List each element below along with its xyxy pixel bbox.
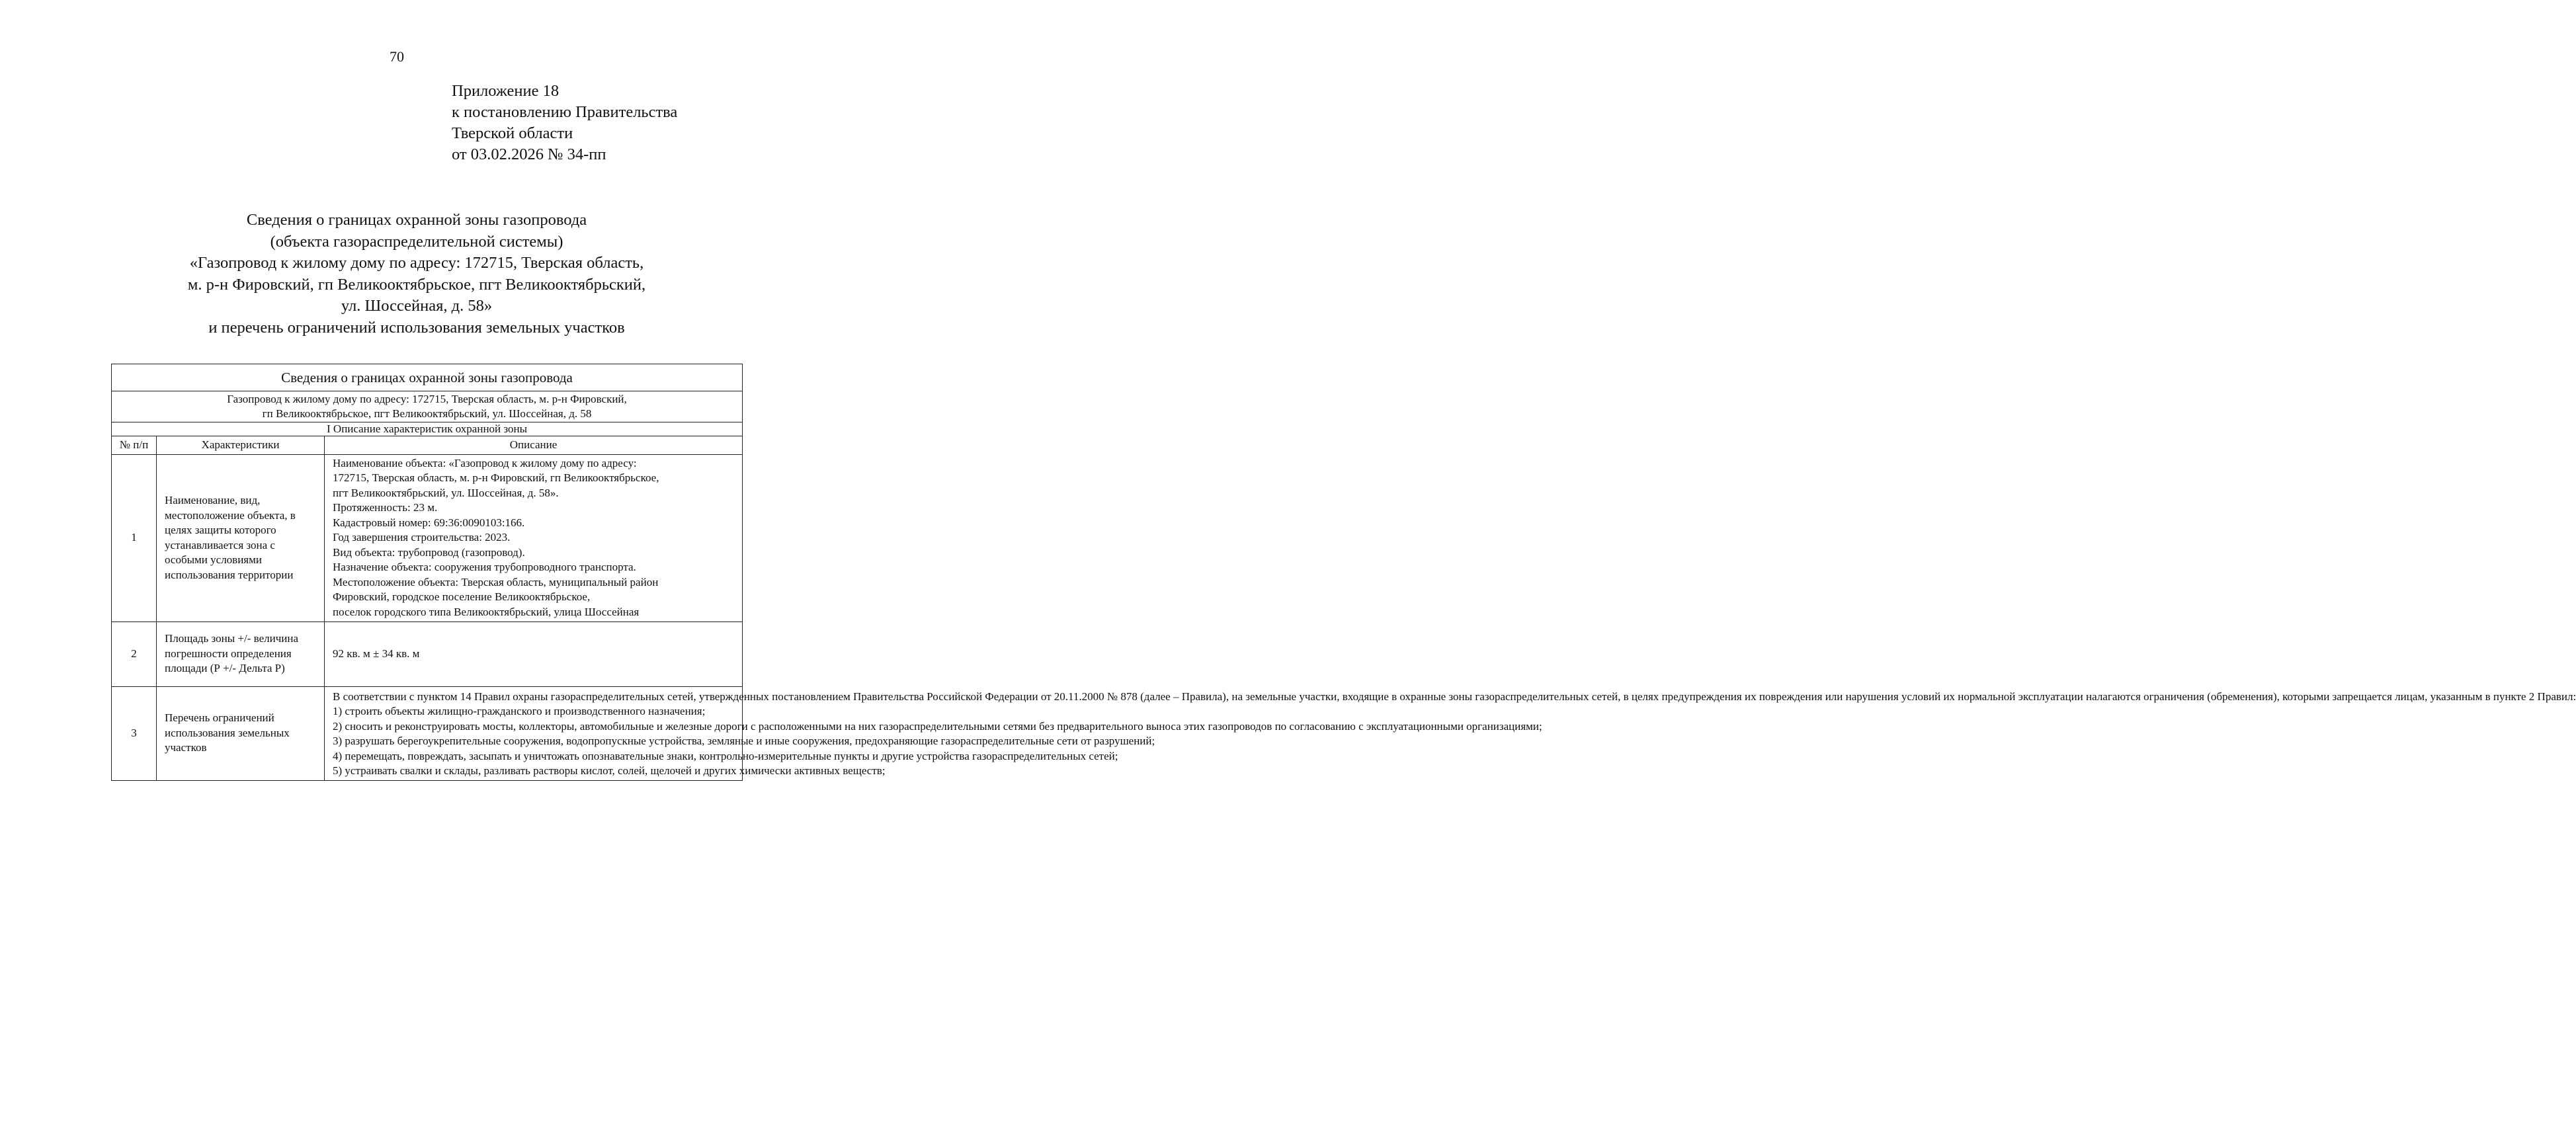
column-header-num: № п/п [112,436,157,455]
title-line: и перечень ограничений использования земельных участков [208,318,625,337]
description-line: Протяженность: 23 м. [333,501,438,514]
title-line: (объекта газораспределительной системы) [270,232,563,251]
row-number: 1 [112,454,157,621]
row-description: 92 кв. м ± 34 кв. м [325,621,743,686]
description-line: Кадастровый номер: 69:36:0090103:166. [333,516,525,529]
table-row [112,621,743,686]
title-line: Сведения о границах охранной зоны газопровода [246,211,587,229]
table-section-title: I Описание характеристик охранной зоны [112,422,743,436]
row-number: 3 [112,686,157,780]
row-number: 2 [112,621,157,686]
table-object-address [112,391,743,422]
title-line: м. р-н Фировский, гп Великооктябрьское, пгт Великооктябрьский, [187,275,646,294]
description-line: Назначение объекта: сооружения трубопроводного транспорта. [333,561,636,574]
description-line: Наименование объекта: «Газопровод к жилому дому по адресу: [333,456,637,469]
object-line: Газопровод к жилому дому по адресу: 172715, Тверская область, м. р-н Фировский, [227,393,627,405]
table-row [112,686,743,780]
object-line: гп Великооктябрьское, пгт Великооктябрьский, ул. Шоссейная, д. 58 [262,407,592,420]
description-line: 172715, Тверская область, м. р-н Фировский, гп Великооктябрьское, [333,471,659,485]
description-line: Фировский, городское поселение Великооктябрьское, [333,590,591,604]
restriction-item: 1) строить объекты жилищно-гражданского и производственного назначения; [333,705,706,717]
row-description [325,686,2576,780]
document-title [112,210,721,339]
row-characteristics: Наименование, вид, местоположение объекта, в целях защиты которого устанавливается зона с особыми условиями использования территории [157,454,325,621]
restriction-paragraph: В соответствии с пунктом 14 Правил охраны газораспределительных сетей, утвержденных постановлением Правительства Российской Федерации от 20.11.2000 № 878 (далее – Правила), на земельные участки, входящие в охранные зоны газораспределительных сетей, в целях предупреждения их повреждения или нарушения условий их нормальной эксплуатации налагаются ограничения (обременения), которыми запрещается лицам, указанным в пункте 2 Правил: [333,690,2576,703]
column-header-characteristics: Характеристики [157,436,325,455]
row-description [325,454,743,621]
table-header: Сведения о границах охранной зоны газопровода [112,364,743,391]
description-line: Год завершения строительства: 2023. [333,531,511,544]
description-line: Вид объекта: трубопровод (газопровод). [333,545,525,559]
appendix-line: от 03.02.2026 № 34-пп [452,145,606,163]
restriction-item: 2) сносить и реконструировать мосты, коллекторы, автомобильные и железные дороги с расположенными на них газораспределительными сетями без предварительного выноса этих газопроводов по согласованию с эксплуатационными организациями; [333,719,1542,733]
appendix-line: Приложение 18 [452,82,560,100]
description-line: Местоположение объекта: Тверская область, муниципальный район [333,575,659,588]
zone-info-table [111,364,2576,781]
page-number: 70 [390,48,404,65]
row-characteristics: Площадь зоны +/- величина погрешности определения площади (Р +/- Дельта Р) [157,621,325,686]
table-row [112,454,743,621]
appendix-line: Тверской области [452,124,573,142]
row-characteristics: Перечень ограничений использования земельных участков [157,686,325,780]
description-line: пгт Великооктябрьский, ул. Шоссейная, д. 58». [333,486,559,499]
title-line: ул. Шоссейная, д. 58» [341,297,493,315]
restriction-item: 4) перемещать, повреждать, засыпать и уничтожать опознавательные знаки, контрольно-измерительные пункты и другие устройства газораспределительных сетей; [333,749,1118,762]
appendix-line: к постановлению Правительства [452,103,678,121]
restriction-item: 3) разрушать берегоукрепительные сооружения, водопропускные устройства, земляные и иные сооружения, предохраняющие газораспределительные сети от разрушений; [333,735,1155,747]
description-line: поселок городского типа Великооктябрьский, улица Шоссейная [333,605,640,618]
title-line: «Газопровод к жилому дому по адресу: 172715, Тверская область, [189,254,644,272]
appendix-block [452,81,677,165]
restriction-item: 5) устраивать свалки и склады, разливать растворы кислот, солей, щелочей и других химически активных веществ; [333,764,886,777]
column-header-description: Описание [325,436,743,455]
